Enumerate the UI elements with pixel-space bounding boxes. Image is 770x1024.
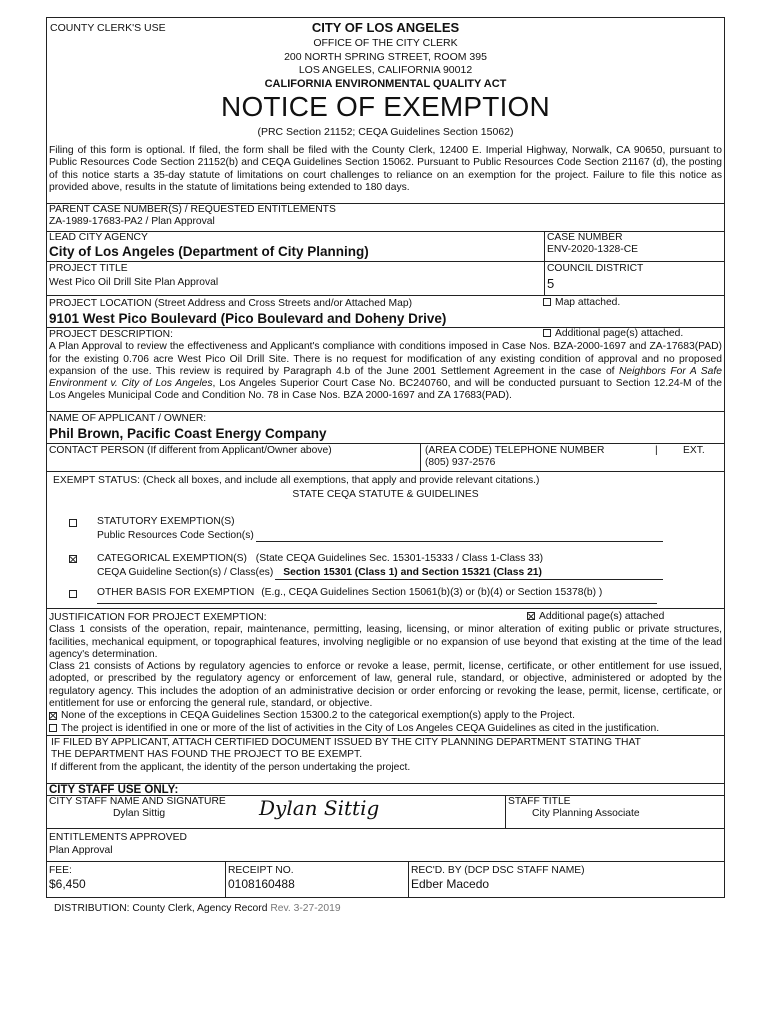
lead-agency-label: LEAD CITY AGENCY [49, 232, 148, 243]
project-location-section [46, 296, 725, 328]
justification-additional-label: Additional page(s) attached [539, 611, 665, 622]
map-attached-label: Map attached. [555, 297, 621, 308]
categorical-exemption-checkbox[interactable] [69, 555, 77, 563]
act-title: CALIFORNIA ENVIRONMENTAL QUALITY ACT [264, 78, 507, 90]
description-additional-checkbox[interactable] [543, 329, 551, 337]
identified-label: The project is identified in one or more of the list of activities in the City of Los Angeles CEQA Guidelines as cited in the justification. [61, 722, 660, 734]
project-title-label: PROJECT TITLE [49, 263, 128, 274]
categorical-exemption-label: CATEGORICAL EXEMPTION(S) [97, 553, 247, 564]
receipt-value[interactable]: 0108160488 [228, 877, 295, 892]
filed-note-line2: THE DEPARTMENT HAS FOUND THE PROJECT TO BE EXEMPT. [51, 749, 363, 761]
identified-checkbox[interactable] [49, 724, 57, 732]
received-by-cell [408, 862, 724, 897]
map-attached-option[interactable] [543, 297, 620, 309]
received-by-value[interactable]: Edber Macedo [411, 877, 490, 892]
exempt-status-label: EXEMPT STATUS: (Check all boxes, and include all exemptions, that apply and provide relevant citations.) [53, 475, 540, 486]
project-description-section [46, 328, 725, 412]
ceqa-section-label: CEQA Guideline Section(s) / Class(es) [97, 567, 274, 578]
case-number-value[interactable]: ENV-2020-1328-CE [547, 244, 639, 256]
received-by-label: REC'D. BY (DCP DSC STAFF NAME) [411, 865, 585, 876]
project-location-label: PROJECT LOCATION (Street Address and Cross Streets and/or Attached Map) [49, 298, 413, 309]
street-line: 200 NORTH SPRING STREET, ROOM 395 [284, 50, 487, 63]
council-district-cell [544, 262, 724, 295]
parent-case-label: PARENT CASE NUMBER(S) / REQUESTED ENTITLEMENTS [49, 204, 336, 215]
staff-use-title: CITY STAFF USE ONLY: [49, 784, 179, 796]
staff-name-cell [47, 796, 505, 828]
categorical-exemption-line [97, 553, 543, 565]
county-clerk-use-label: COUNTY CLERK'S USE [50, 22, 166, 34]
project-description-text[interactable] [47, 341, 724, 402]
justification-label: JUSTIFICATION FOR PROJECT EXEMPTION: [49, 612, 267, 623]
other-basis-label: OTHER BASIS FOR EXEMPTION [97, 587, 255, 598]
staff-use-header [46, 784, 725, 796]
receipt-label: RECEIPT NO. [228, 865, 294, 876]
description-case-name: Neighbors For A Safe Environment v. City of Los Angeles [49, 365, 722, 390]
exempt-status-section [46, 472, 725, 609]
other-basis-group [69, 588, 81, 600]
other-basis-line [97, 587, 602, 599]
project-description-label: PROJECT DESCRIPTION: [49, 329, 173, 340]
staff-title-value[interactable]: City Planning Associate [532, 808, 640, 820]
parent-case-value[interactable]: ZA-1989-17683-PA2 / Plan Approval [49, 216, 215, 228]
categorical-exemption-note: (State CEQA Guidelines Sec. 15301-15333 / Class 1-Class 33) [255, 553, 544, 564]
page-title: NOTICE OF EXEMPTION [221, 91, 550, 122]
statutory-exemption-group [69, 517, 81, 529]
council-district-label: COUNCIL DISTRICT [547, 263, 644, 274]
staff-name-value[interactable]: Dylan Sittig [113, 808, 166, 820]
case-number-cell [544, 232, 724, 261]
telephone-label: (AREA CODE) TELEPHONE NUMBER [425, 445, 605, 456]
map-attached-checkbox[interactable] [543, 298, 551, 306]
distribution-text: DISTRIBUTION: County Clerk, Agency Record [54, 903, 268, 914]
extension-label: EXT. [683, 445, 705, 456]
lead-agency-cell [47, 232, 544, 261]
revision-date: Rev. 3-27-2019 [270, 903, 341, 914]
entitlements-row [46, 829, 725, 862]
prc-section-line [97, 530, 663, 542]
other-basis-field[interactable] [97, 603, 657, 604]
class21-text: Class 21 consists of Actions by regulatory agencies to enforce or revoke a lease, permit, license, certificate, or other entitlement for use issued, adopted, or prescribed by the regulatory agency or enforcement of law, general rule, standard, or objective, administered or adopted by the regulatory agency. This includes the adoption of an administrative decision or order enforcing or revoking the lease, permit, license, certificate, or entitlement for use or enforcing the general rule, standard, or objective. [49, 661, 722, 710]
office-line: OFFICE OF THE CITY CLERK [313, 37, 458, 49]
applicant-section [46, 412, 725, 444]
none-exceptions-checkbox[interactable] [49, 712, 57, 720]
other-basis-note: (E.g., CEQA Guidelines Section 15061(b)(3) or (b)(4) or Section 15378(b) ) [261, 587, 603, 598]
entitlements-label: ENTITLEMENTS APPROVED [49, 832, 187, 843]
categorical-exemption-group [69, 553, 81, 565]
staff-signature: Dylan Sittig [259, 796, 380, 820]
prc-section-field[interactable] [256, 530, 663, 542]
parent-case-section [46, 203, 725, 232]
identified-option[interactable] [47, 723, 724, 736]
distribution-line [46, 898, 725, 915]
description-additional-label: Additional page(s) attached. [555, 328, 684, 339]
ceqa-section-line [97, 567, 663, 580]
notice-of-exemption-form [46, 17, 725, 915]
form-header [46, 17, 725, 145]
case-number-label: CASE NUMBER [547, 232, 623, 243]
staff-title-label: STAFF TITLE [508, 796, 571, 807]
telephone-value[interactable]: (805) 937-2576 [425, 457, 496, 469]
filed-note-line3: If different from the applicant, the identity of the person undertaking the project. [51, 761, 411, 773]
statutory-exemption-label: STATUTORY EXEMPTION(S) [97, 516, 235, 527]
filed-note [47, 736, 724, 774]
page-subtitle: (PRC Section 21152; CEQA Guidelines Section 15062) [257, 126, 514, 138]
telephone-cell [420, 444, 724, 471]
justification-additional-option[interactable] [527, 611, 664, 623]
description-text-b: , Los Angeles Superior Court Case No. BC240760, and will be conducted pursuant to Section 12.24-M of the Los Angeles Municipal Code and Condition No. 78 in Case Nos. BZA 2000-1697 and ZA 17683(PAD). [49, 378, 722, 402]
contact-person-cell [47, 444, 420, 471]
staff-name-row [46, 796, 725, 829]
statutory-exemption-checkbox[interactable] [69, 519, 77, 527]
council-district-value[interactable]: 5 [547, 276, 555, 292]
contact-person-label: CONTACT PERSON (If different from Applicant/Owner above) [49, 445, 332, 456]
fee-label: FEE: [49, 865, 72, 876]
description-additional-option[interactable] [543, 328, 683, 340]
description-text-a: A Plan Approval to review the effectiveness and Applicant's compliance with conditions imposed in Case Nos. BZA-2000-1697 and ZA-17683(PAD) for the existing 0.706 acre West Pico Oil Drill Site. There is no request for modification of any existing condition of approval and no proposed expansion of the use. This review is required by Paragraph 4.b of the June 2001 Settlement Agreement in the case of [49, 341, 722, 377]
other-basis-checkbox[interactable] [69, 590, 77, 598]
entitlements-value[interactable]: Plan Approval [49, 845, 113, 857]
project-title-cell [47, 262, 544, 295]
lead-agency-value[interactable]: City of Los Angeles (Department of City Planning) [49, 244, 369, 260]
applicant-label: NAME OF APPLICANT / OWNER: [49, 413, 207, 424]
justification-section [46, 609, 725, 784]
project-title-value[interactable]: West Pico Oil Drill Site Plan Approval [49, 277, 219, 289]
fee-row [46, 862, 725, 898]
none-exceptions-label: None of the exceptions in CEQA Guidelines Section 15300.2 to the categorical exemption(s) apply to the Project. [61, 710, 575, 722]
ceqa-section-value[interactable]: Section 15301 (Class 1) and Section 15321 (Class 21) [275, 567, 663, 580]
fee-cell [47, 862, 225, 897]
prc-section-label: Public Resources Code Section(s) [97, 530, 254, 541]
filing-instructions: Filing of this form is optional. If filed, the form shall be filed with the County Clerk, 12400 E. Imperial Highway, Norwalk, CA 90650, pursuant to Public Resources Code Section 21152(b) and CEQA Guidelines Section 15062. Pursuant to Public Resources Code Section 21167 (d), the posting of this notice starts a 35-day statute of limitations on court challenges to reliance on an exemption for the project. Failure to file this notice as provided above, results in the statute of limitations being extended to 180 days. [46, 145, 725, 203]
filed-note-line1: IF FILED BY APPLICANT, ATTACH CERTIFIED DOCUMENT ISSUED BY THE CITY PLANNING DEPARTMENT STATING THAT [51, 736, 641, 748]
staff-title-cell [505, 796, 724, 828]
clerk-address [47, 37, 724, 78]
lead-agency-row [46, 232, 725, 262]
justification-additional-checkbox[interactable] [527, 612, 535, 620]
receipt-cell [225, 862, 408, 897]
contact-row [46, 444, 725, 472]
project-title-row [46, 262, 725, 296]
city-name: CITY OF LOS ANGELES [311, 20, 460, 35]
class1-text: Class 1 consists of the operation, repair, maintenance, permitting, leasing, licensing, or minor alteration of exiting public or private structures, facilities, mechanical equipment, or topographical features, involving negligible or no expansion of use beyond that existing at the time of the lead agency's determination. [49, 624, 722, 660]
fee-value[interactable]: $6,450 [49, 877, 86, 892]
city-state-line: LOS ANGELES, CALIFORNIA 90012 [298, 64, 473, 76]
telephone-separator: | [655, 445, 658, 456]
state-ceqa-label: STATE CEQA STATUTE & GUIDELINES [292, 489, 479, 501]
project-location-value[interactable]: 9101 West Pico Boulevard (Pico Boulevard and Doheny Drive) [49, 311, 447, 327]
none-exceptions-option[interactable] [47, 710, 724, 722]
staff-name-label: CITY STAFF NAME AND SIGNATURE [49, 796, 226, 807]
applicant-value[interactable]: Phil Brown, Pacific Coast Energy Company [49, 426, 327, 442]
